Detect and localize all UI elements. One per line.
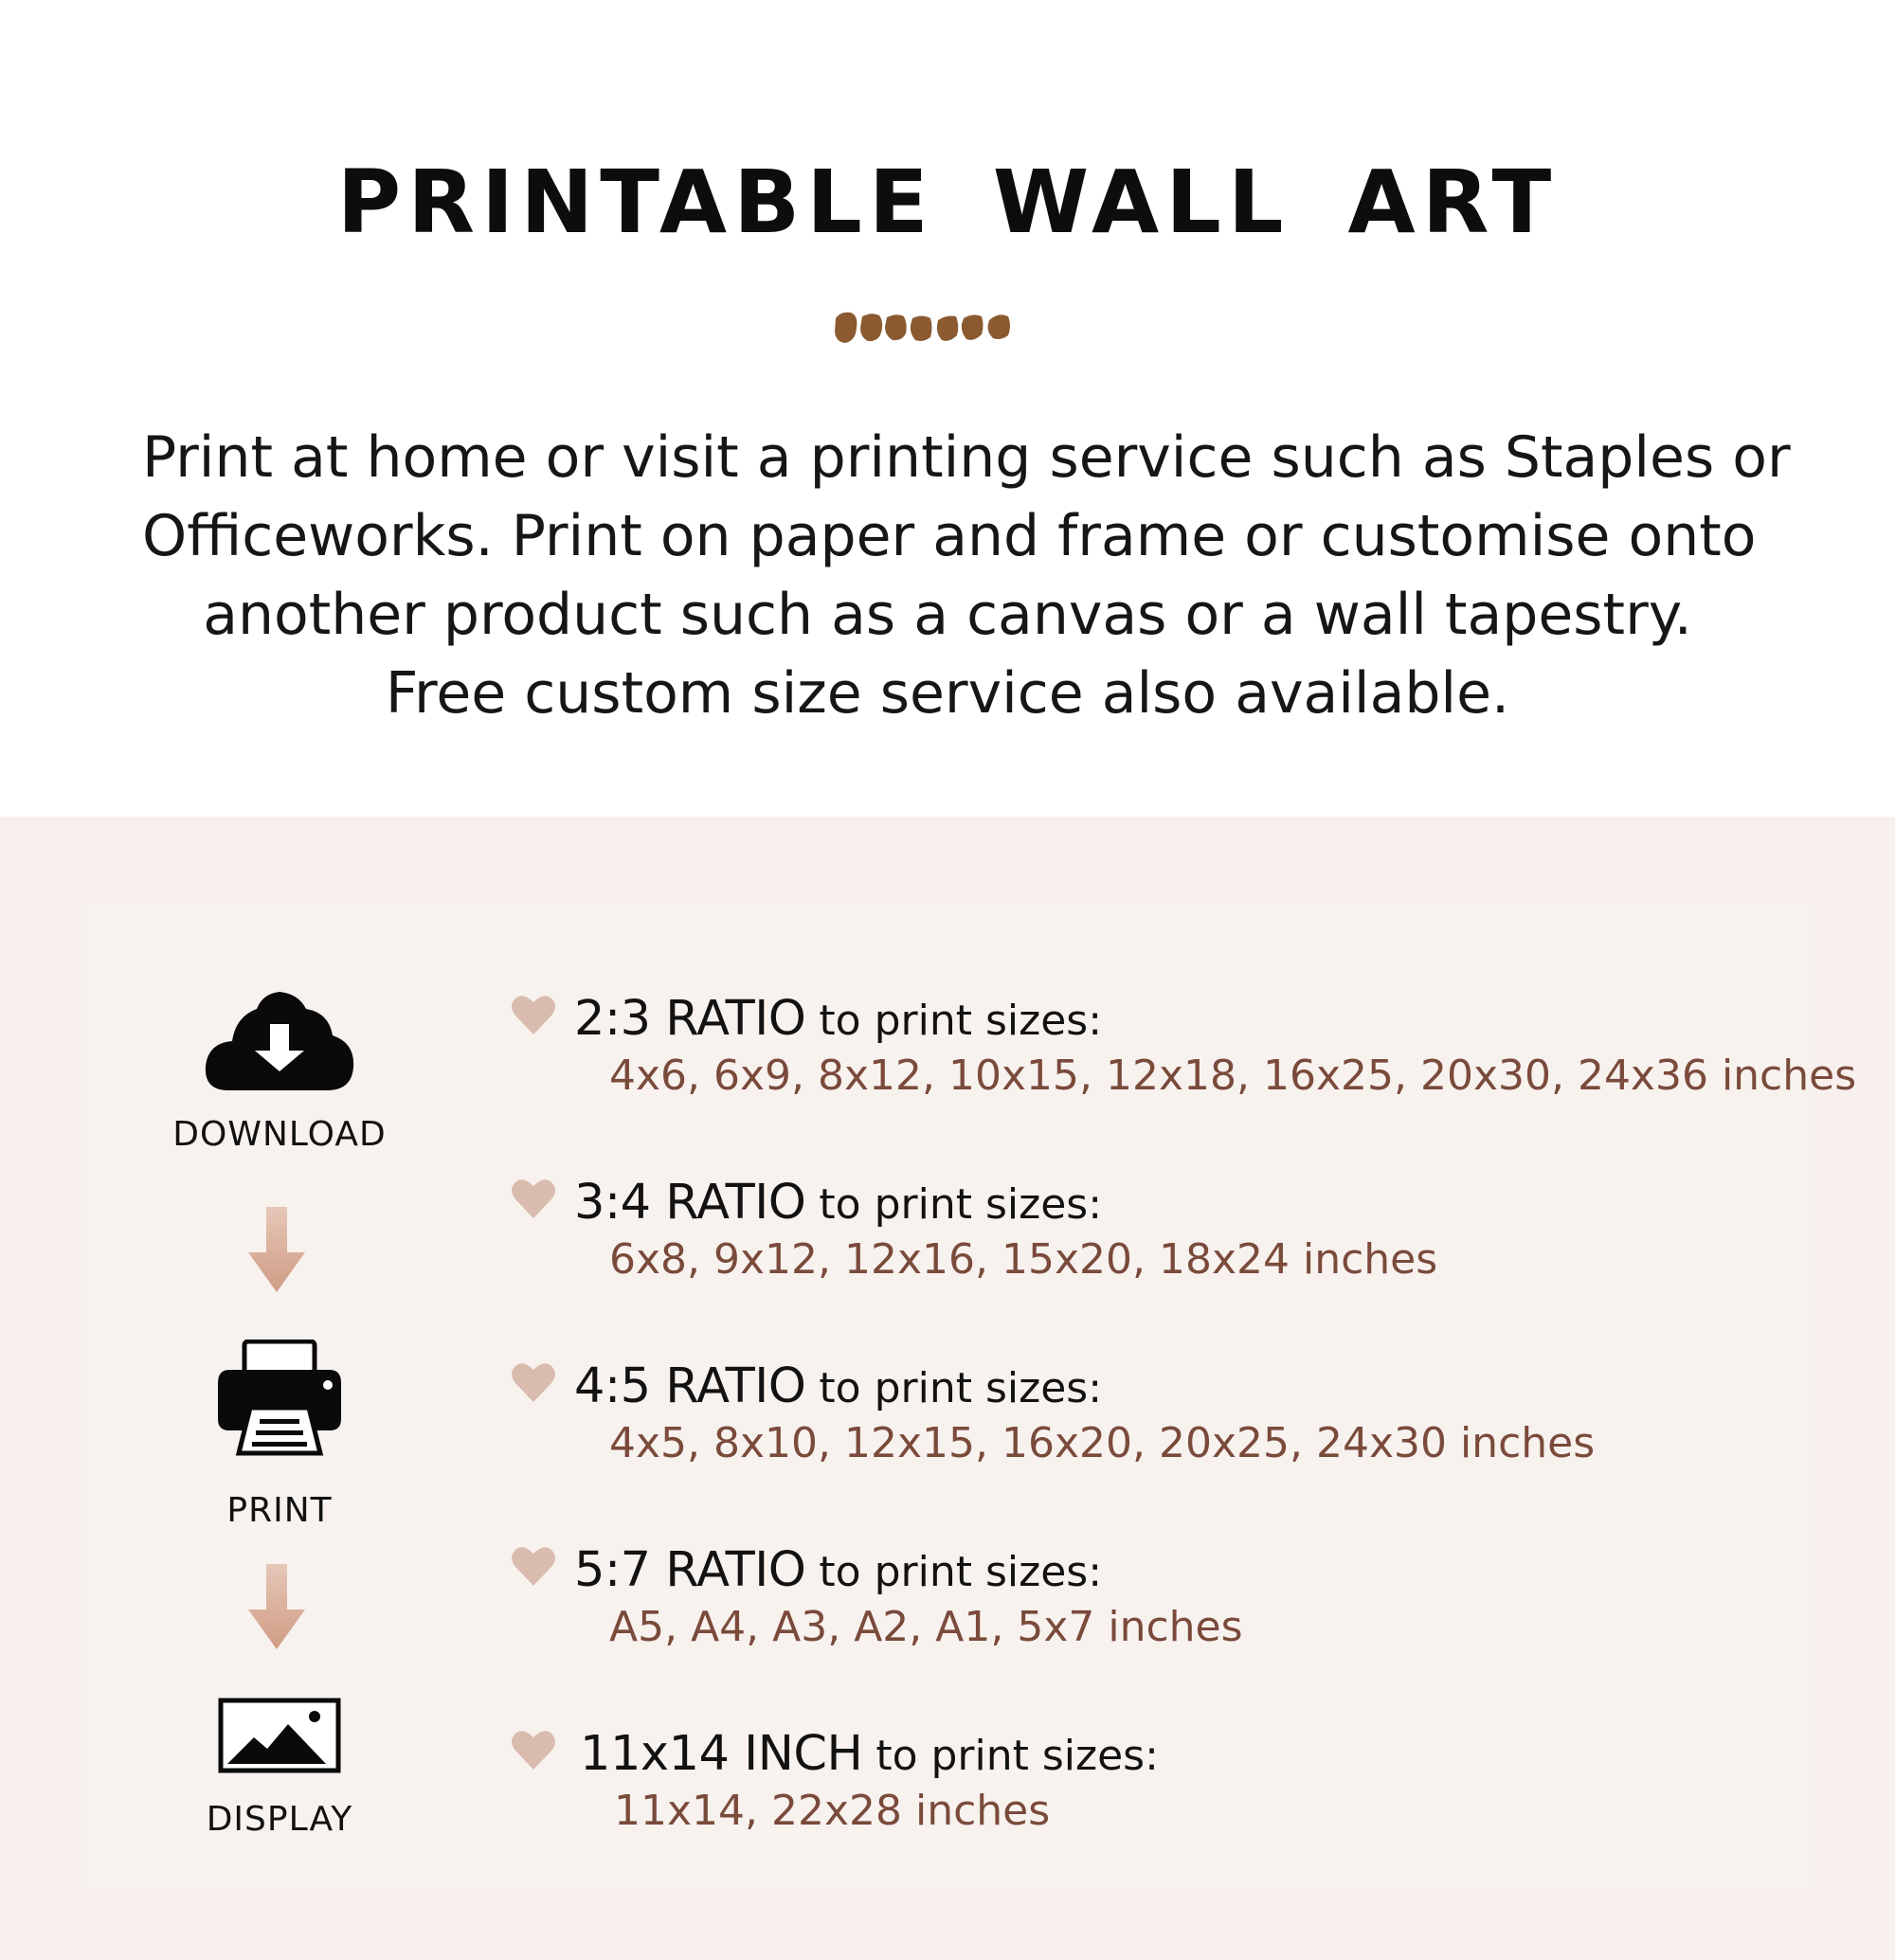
printer-icon <box>142 1340 417 1457</box>
intro-paragraph <box>142 419 1791 733</box>
ratio-title <box>574 1175 1102 1231</box>
ratio-suffix: to print sizes: <box>805 1180 1103 1229</box>
ratio-title <box>574 991 1102 1047</box>
paint-swatch-divider <box>832 309 1037 347</box>
step-download <box>142 992 417 1154</box>
ratio-name: 5:7 RATIO <box>574 1542 806 1598</box>
ratio-name: 2:3 RATIO <box>574 991 806 1047</box>
step-print <box>142 1340 417 1530</box>
heart-icon <box>512 995 555 1039</box>
step-label: DISPLAY <box>206 1800 353 1839</box>
ratio-suffix: to print sizes: <box>862 1732 1159 1780</box>
arrow-down-icon <box>248 1564 305 1654</box>
heart-icon <box>512 1546 555 1591</box>
ratio-suffix: to print sizes: <box>805 997 1103 1045</box>
ratio-suffix: to print sizes: <box>805 1548 1103 1596</box>
ratio-sizes: 4x6, 6x9, 8x12, 10x15, 12x18, 16x25, 20x30, 24x36 inches <box>609 1052 1857 1100</box>
intro-line: another product such as a canvas or a wall tapestry. <box>203 582 1692 648</box>
picture-icon <box>142 1698 417 1773</box>
heart-icon <box>512 1730 555 1774</box>
ratio-sizes: 6x8, 9x12, 12x16, 15x20, 18x24 inches <box>609 1235 1438 1284</box>
step-display <box>142 1698 417 1839</box>
info-section <box>0 817 1895 1960</box>
heart-icon <box>512 1178 555 1223</box>
ratio-title <box>580 1726 1159 1782</box>
page-title: PRINTABLE WALL ART <box>336 152 1559 253</box>
ratio-name: 3:4 RATIO <box>574 1175 806 1231</box>
ratio-sizes: 11x14, 22x28 inches <box>614 1787 1051 1835</box>
cloud-download-icon <box>142 992 417 1090</box>
ratio-title <box>574 1358 1102 1414</box>
ratio-sizes: A5, A4, A3, A2, A1, 5x7 inches <box>609 1603 1243 1651</box>
intro-line: Officeworks. Print on paper and frame or customise onto <box>142 503 1757 569</box>
intro-line: Print at home or visit a printing service such as Staples or <box>142 424 1791 491</box>
arrow-down-icon <box>248 1207 305 1297</box>
ratio-name: 11x14 INCH <box>580 1726 863 1782</box>
ratio-title <box>574 1542 1102 1598</box>
step-label: DOWNLOAD <box>172 1115 387 1154</box>
intro-line: Free custom size service also available. <box>385 660 1510 727</box>
heart-icon <box>512 1362 555 1407</box>
ratio-suffix: to print sizes: <box>805 1364 1103 1412</box>
ratio-name: 4:5 RATIO <box>574 1358 806 1414</box>
ratio-sizes: 4x5, 8x10, 12x15, 16x20, 20x25, 24x30 inches <box>609 1419 1596 1467</box>
step-label: PRINT <box>226 1491 333 1530</box>
header-section <box>0 0 1895 817</box>
